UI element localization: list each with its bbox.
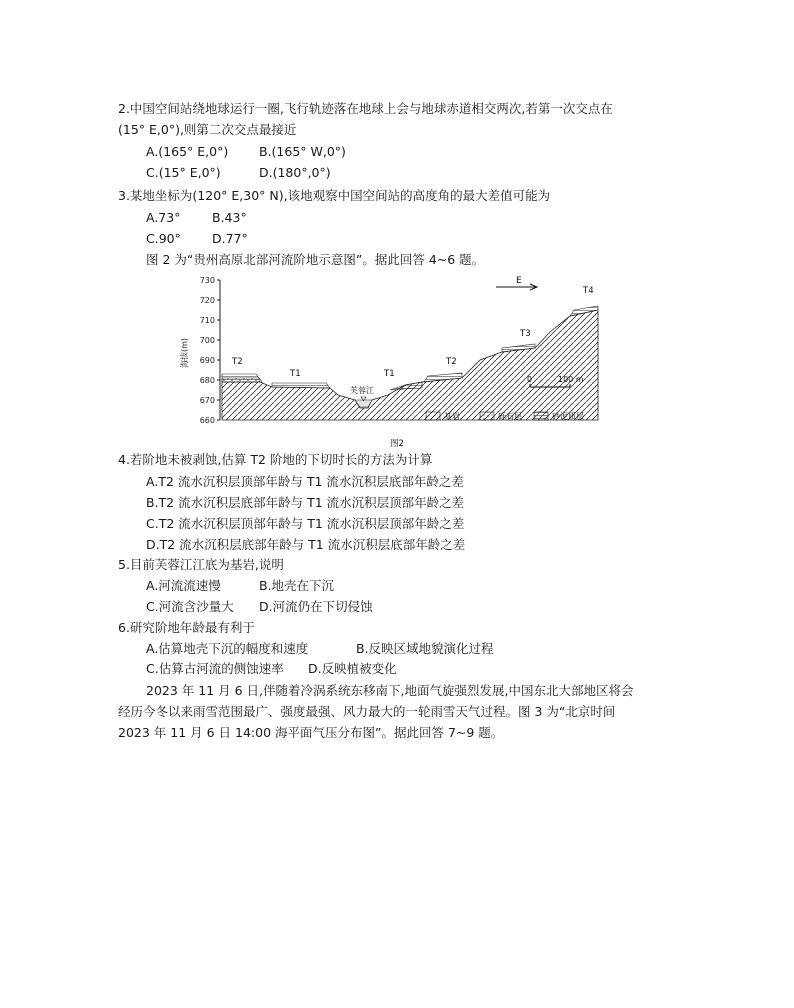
scale-length: 100 m	[558, 375, 584, 384]
q3-option-d: D.77°	[212, 231, 248, 246]
q5-option-a: A.河流流速慢	[146, 578, 221, 593]
y-tick-680: 680	[199, 376, 215, 385]
q6-option-b: B.反映区域地貌演化过程	[356, 641, 494, 656]
legend	[426, 411, 584, 421]
passage-line2: 经历今冬以来雨雪范围最广、强度最强、风力最大的一轮雨雪天气过程。图 3 为“北京时间	[118, 704, 616, 719]
legend-swatch-sandmud	[534, 412, 548, 420]
y-tick-710: 710	[199, 316, 215, 325]
bedrock-layer	[222, 310, 598, 420]
label-t2-left: T2	[232, 357, 243, 367]
y-tick-730: 730	[199, 276, 215, 285]
t2-left-gravel	[222, 378, 260, 382]
figure-caption: 图2	[390, 439, 404, 449]
q2-option-d: D.(180°,0°)	[259, 165, 331, 180]
legend-swatch-gravel	[480, 412, 494, 420]
q2-stem-line1: 2.中国空间站绕地球运行一圈,飞行轨迹落在地球上会与地球赤道相交两次,若第一次交点在	[118, 101, 613, 116]
figure2-diagram	[180, 270, 610, 450]
legend-label-gravel: 砾石层	[498, 412, 522, 421]
q4-option-c: C.T2 流水沉积层顶部年龄与 T1 流水沉积层顶部年龄之差	[146, 516, 465, 531]
t1-left-sandmud	[272, 383, 330, 388]
y-tick-700: 700	[199, 336, 215, 345]
y-tick-720: 720	[199, 296, 215, 305]
legend-swatch-bedrock	[426, 412, 440, 420]
label-river: 芙蓉江	[350, 386, 374, 395]
passage-line1: 2023 年 11 月 6 日,伴随着冷涡系统东移南下,地面气旋强烈发展,中国东北大部地区将会	[146, 683, 634, 698]
q3-option-a: A.73°	[146, 210, 181, 225]
q6-option-a: A.估算地壳下沉的幅度和速度	[146, 641, 309, 656]
label-t4: T4	[583, 286, 594, 296]
q3-option-b: B.43°	[212, 210, 247, 225]
q6-stem: 6.研究阶地年龄最有利于	[118, 620, 255, 635]
q4-option-d: D.T2 流水沉积层底部年龄与 T1 流水沉积层底部年龄之差	[146, 537, 466, 552]
label-t3: T3	[520, 329, 531, 339]
q2-option-a: A.(165° E,0°)	[146, 144, 229, 159]
q3-stem: 3.某地坐标为(120° E,30° N),该地观察中国空间站的高度角的最大差值可能为	[118, 188, 551, 203]
q6-option-c: C.估算古河流的侧蚀速率	[146, 661, 284, 676]
direction-label: E	[516, 276, 522, 286]
legend-label-sandmud: 砂泥质层	[552, 412, 584, 421]
figure2-intro: 图 2 为“贵州高原北部河流阶地示意图”。据此回答 4~6 题。	[146, 252, 485, 267]
q5-stem: 5.目前芙蓉江江底为基岩,说明	[118, 557, 284, 572]
scale-zero: 0	[527, 375, 533, 384]
q4-option-b: B.T2 流水沉积层底部年龄与 T1 流水沉积层顶部年龄之差	[146, 495, 465, 510]
y-tick-660: 660	[199, 416, 215, 425]
y-tick-690: 690	[199, 356, 215, 365]
q4-option-a: A.T2 流水沉积层顶部年龄与 T1 流水沉积层底部年龄之差	[146, 474, 464, 489]
terrace-cross-section	[180, 270, 610, 450]
q5-option-b: B.地壳在下沉	[259, 578, 335, 593]
q3-option-c: C.90°	[146, 231, 181, 246]
label-t2-right: T2	[446, 357, 457, 367]
legend-label-bedrock: 基岩	[444, 412, 460, 421]
y-tick-670: 670	[199, 396, 215, 405]
q2-stem-line2: (15° E,0°),则第二次交点最接近	[118, 122, 297, 137]
q2-option-b: B.(165° W,0°)	[259, 144, 346, 159]
q6-option-d: D.反映植被变化	[308, 661, 397, 676]
q2-option-c: C.(15° E,0°)	[146, 165, 221, 180]
y-axis-label: 海拔(m)	[180, 337, 189, 368]
label-t1-right: T1	[384, 369, 395, 379]
q5-option-d: D.河流仍在下切侵蚀	[259, 599, 373, 614]
q5-option-c: C.河流含沙量大	[146, 599, 234, 614]
passage-line3: 2023 年 11 月 6 日 14:00 海平面气压分布图”。据此回答 7~9 题。	[118, 725, 504, 740]
label-t1-left: T1	[290, 369, 301, 379]
q4-stem: 4.若阶地未被剥蚀,估算 T2 阶地的下切时长的方法为计算	[118, 452, 433, 467]
